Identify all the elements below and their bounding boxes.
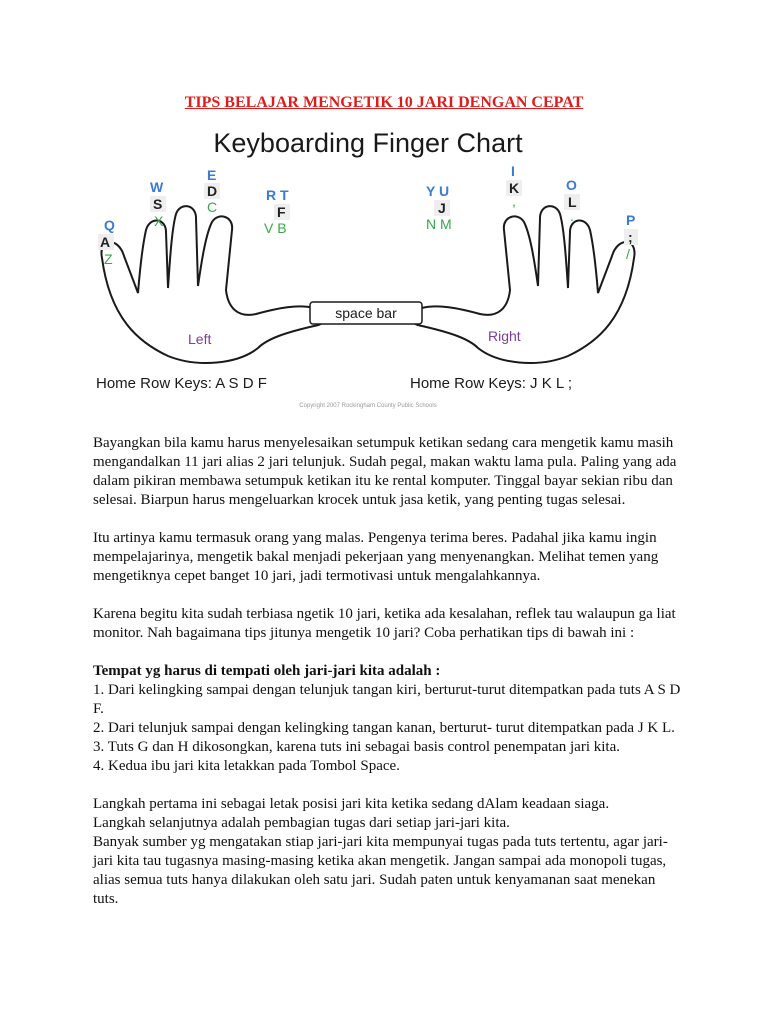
key-z: Z — [104, 251, 113, 267]
key-c: C — [207, 199, 218, 215]
key-o: O — [566, 177, 577, 193]
page-title: TIPS BELAJAR MENGETIK 10 JARI DENGAN CEPAT — [184, 94, 584, 111]
key-semicolon: ; — [628, 229, 633, 245]
keyboarding-finger-chart — [88, 118, 648, 414]
paragraph-step-two: Langkah selanjutnya adalah pembagian tugas dari setiap jari-jari kita. — [93, 815, 510, 831]
key-e: E — [207, 167, 217, 183]
key-l: L — [568, 194, 577, 210]
key-i: I — [511, 163, 515, 179]
home-row-left: Home Row Keys: A S D F — [96, 375, 267, 392]
article-body — [93, 434, 683, 909]
key-a: A — [100, 234, 111, 250]
key-d: D — [207, 183, 218, 199]
chart-copyright: Copyright 2007 Rockingham County Public Schools — [299, 403, 437, 409]
section-heading — [93, 662, 683, 681]
left-hand-label: Left — [188, 331, 212, 347]
key-s: S — [153, 196, 163, 212]
key-x: X — [154, 213, 164, 229]
left-hand-outline — [101, 206, 324, 363]
key-rt: R T — [266, 187, 289, 203]
key-q: Q — [104, 217, 115, 233]
key-comma: , — [512, 193, 516, 209]
list-item: 4. Kedua ibu jari kita letakkan pada Tombol Space. — [93, 758, 400, 774]
key-nm: N M — [426, 216, 452, 232]
paragraph-intro: Bayangkan bila kamu harus menyelesaikan setumpuk ketikan sedang cara mengetik kamu masih mengandalkan 11 jari alias 2 jari telunjuk. Sudah pegal, makan waktu lama pula. Paling yang ada dalam pikiran membawa setumpuk ketikan itu ke rental komputer. Tinggal bayar sekian ribu dan selesai. Biarpun harus mengeluarkan krocek untuk jasa ketik, yang penting tugas selesai. — [93, 435, 677, 508]
home-row-right: Home Row Keys: J K L ; — [410, 375, 572, 392]
key-period: . — [570, 208, 574, 224]
list-item: 3. Tuts G dan H dikosongkan, karena tuts ini sebagai basis control penempatan jari kita. — [93, 739, 620, 755]
paragraph-tips-intro: Karena begitu kita sudah terbiasa ngetik 10 jari, ketika ada kesalahan, reflek tau walaupun ga liat monitor. Nah bagaimana tips jitunya mengetik 10 jari? Coba perhatikan tips di bawah ini : — [93, 606, 676, 641]
key-w: W — [150, 179, 164, 195]
right-hand-label: Right — [488, 328, 521, 344]
space-bar-label: space bar — [335, 305, 397, 321]
section-heading-text: Tempat yg harus di tempati oleh jari-jari kita adalah : — [93, 663, 441, 679]
key-slash: / — [626, 246, 630, 262]
chart-heading: Keyboarding Finger Chart — [213, 128, 523, 158]
key-vb: V B — [264, 220, 287, 236]
paragraph-step-one: Langkah pertama ini sebagai letak posisi jari kita ketika sedang dAlam keadaan siaga. — [93, 796, 610, 812]
key-p: P — [626, 212, 636, 228]
paragraph-sources: Banyak sumber yg mengatakan stiap jari-jari kita mempunyai tugas pada tuts tertentu, agar jari-jari kita tau tugasnya masing-masing ketika akan mengetik. Jangan sampai ada monopoli tugas, alias semua tuts hanya dilakukan oleh satu jari. Sudah paten untuk kenyamanan saat menekan tuts. — [93, 834, 668, 907]
paragraph-lazy: Itu artinya kamu termasuk orang yang malas. Pengenya terima beres. Padahal jika kamu ingin mempelajarinya, mengetik bakal menjadi pekerjaan yang menyenangkan. Melihat temen yang mengetiknya cepet banget 10 jari, jadi termotivasi untuk mengalahkannya. — [93, 530, 659, 584]
key-k: K — [509, 180, 520, 196]
key-f: F — [277, 204, 286, 220]
key-j: J — [438, 200, 446, 216]
list-item: 1. Dari kelingking sampai dengan telunjuk tangan kiri, berturut-turut ditempatkan pada tuts A S D F. — [93, 682, 681, 717]
key-yu: Y U — [426, 183, 450, 199]
list-item: 2. Dari telunjuk sampai dengan kelingking tangan kanan, berturut- turut ditempatkan pada J K L. — [93, 720, 675, 736]
